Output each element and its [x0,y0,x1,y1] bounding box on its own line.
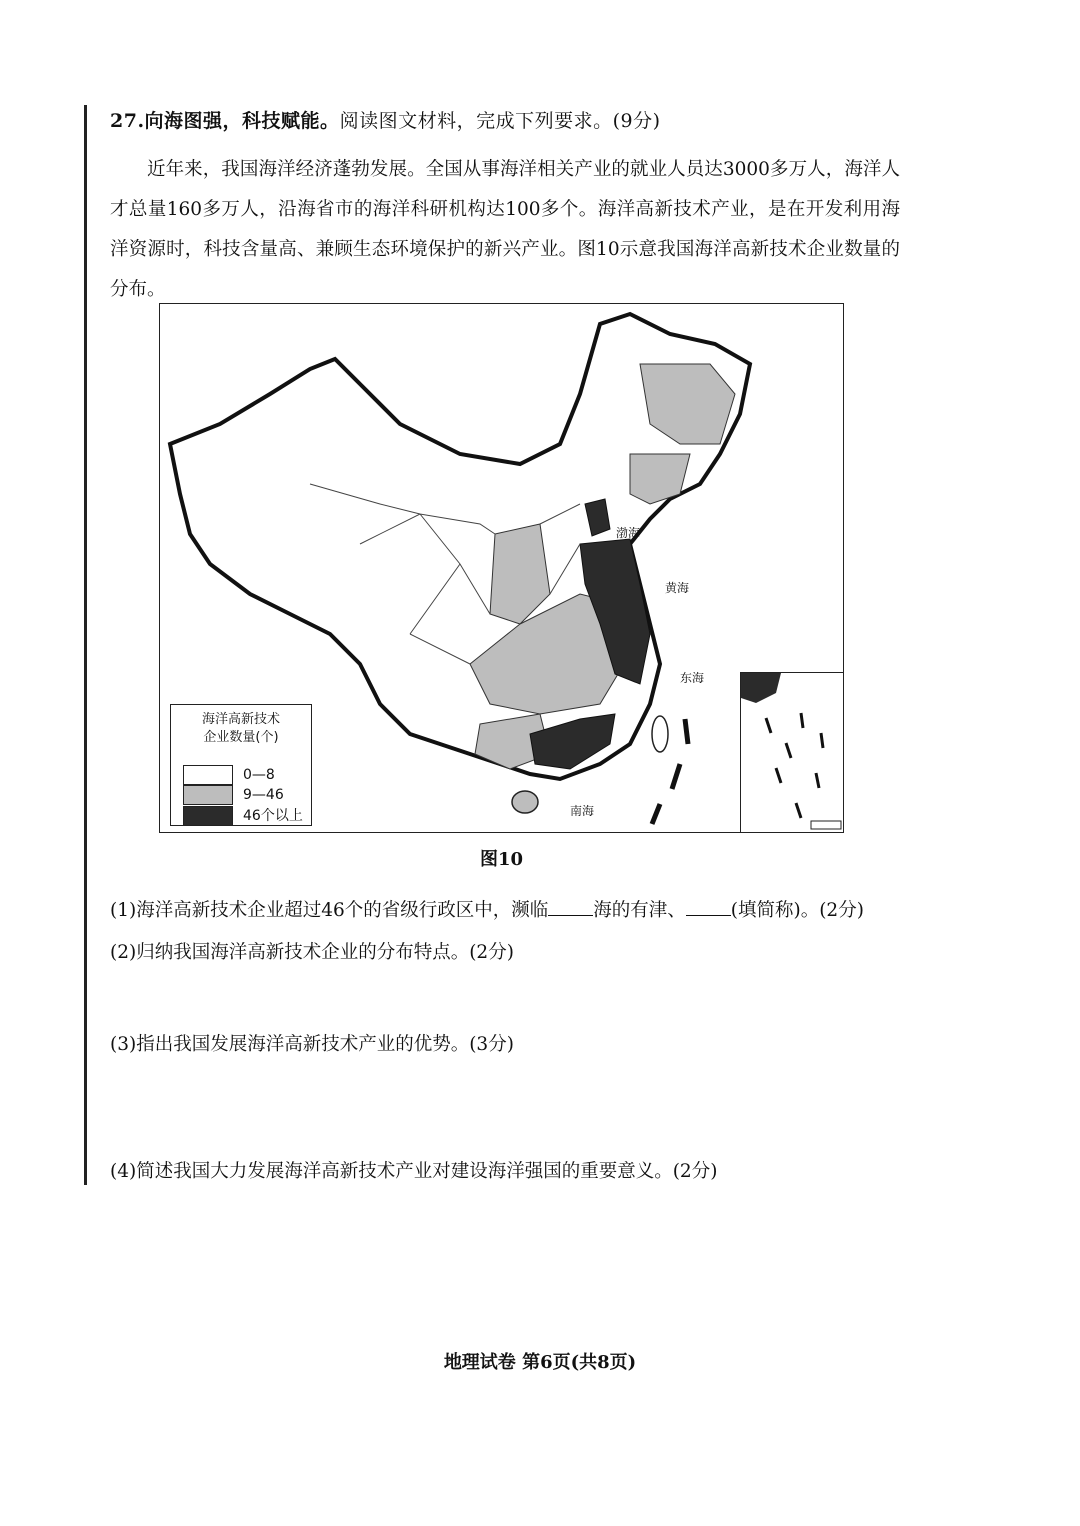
sub-question-1-part-c: (填简称)。(2分) [730,900,864,921]
legend-title-line2: 企业数量(个) [203,730,279,745]
question-number-title: 27.向海图强，科技赋能。 [110,110,340,132]
south-china-sea-inset [740,672,844,833]
page-margin-line [84,105,87,1185]
answer-blank-2[interactable] [686,901,731,916]
sub-question-4: (4)简述我国大力发展海洋高新技术产业对建设海洋强国的重要意义。(2分) [110,1161,718,1182]
taiwan-island [652,716,668,752]
legend-swatch-high [183,806,233,826]
legend-label-low: 0—8 [243,767,275,783]
legend-item-mid [183,785,284,805]
question-instruction: 阅读图文材料，完成下列要求。(9分) [339,110,661,132]
legend-swatch-low [183,765,233,785]
china-map-figure [159,303,844,833]
map-legend [170,704,312,826]
material-paragraph [110,150,900,310]
inset-svg [741,673,844,833]
material-text: 近年来，我国海洋经济蓬勃发展。全国从事海洋相关产业的就业人员达3000多万人，海洋人才总量160多万人，沿海省市的海洋科研机构达100多个。海洋高新技术产业，是在开发利用海洋资源时，科技含量高、兼顾生态环境保护的新兴产业。图10示意我国海洋高新技术企业数量的分布。 [110,159,900,300]
legend-swatch-mid [183,785,233,805]
legend-title-line1: 海洋高新技术 [201,712,280,727]
region-liaoning-jilin [630,454,690,504]
sea-label-bohai: 渤海 [616,526,641,540]
sub-question-1-part-a: (1)海洋高新技术企业超过46个的省级行政区中，濒临 [110,900,549,921]
page-footer: 地理试卷 第6页(共8页) [443,1352,637,1373]
question-title [110,106,660,133]
legend-label-mid: 9—46 [243,787,284,803]
sea-label-huanghai: 黄海 [665,581,690,595]
sea-label-donghai: 东海 [680,671,705,685]
legend-label-high: 46个以上 [243,808,303,824]
sub-question-1-part-b: 海的有津、 [593,900,686,921]
answer-blank-1[interactable] [548,901,593,916]
sea-label-nanhai: 南海 [570,804,595,818]
sub-question-3: (3)指出我国发展海洋高新技术产业的优势。(3分) [110,1034,514,1055]
legend-item-high [183,805,303,826]
legend-item-low [183,765,275,785]
hainan-island [512,791,538,813]
figure-caption: 图10 [480,849,524,870]
sub-question-2: (2)归纳我国海洋高新技术企业的分布特点。(2分) [110,942,514,963]
legend-title [171,711,311,747]
sub-question-1 [110,896,864,922]
